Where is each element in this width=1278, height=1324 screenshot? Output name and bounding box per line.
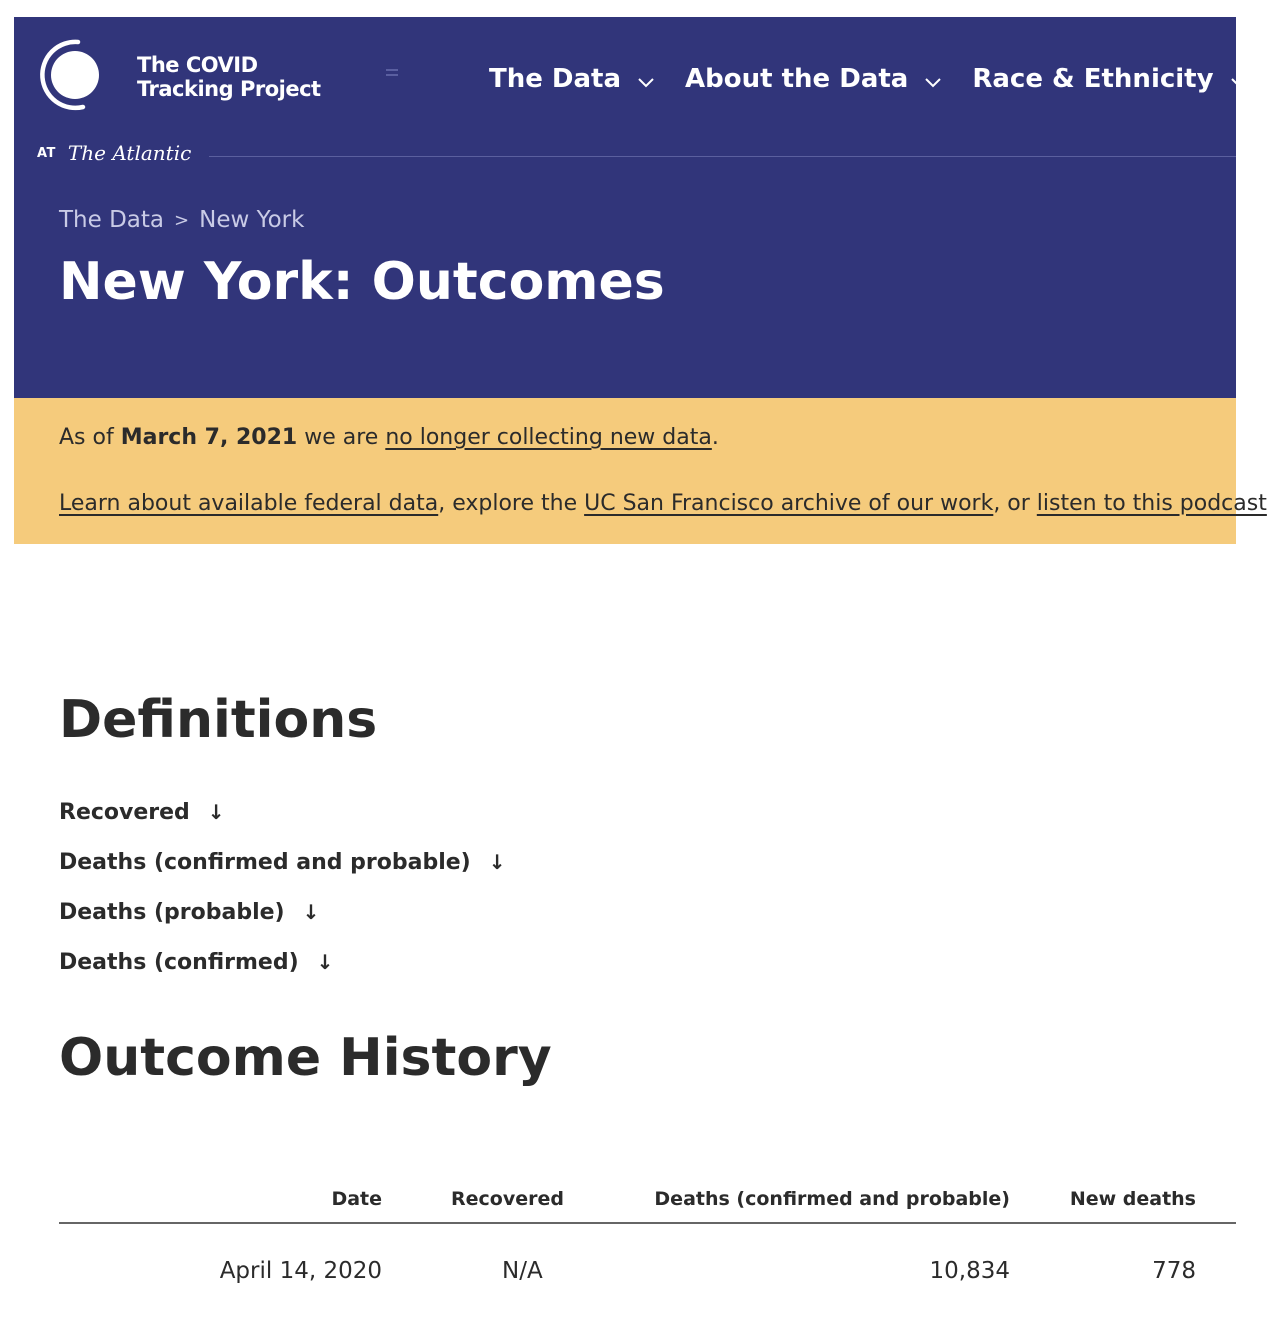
chevron-down-icon <box>637 77 655 89</box>
column-header-deaths: Deaths (confirmed and probable) <box>654 1188 1010 1210</box>
nav-the-data-label: The Data <box>489 64 622 94</box>
nav-about-the-data-label: About the Data <box>685 64 909 94</box>
page-title: New York: Outcomes <box>59 252 665 312</box>
nav-race-ethnicity-label: Race & Ethnicity <box>972 64 1214 94</box>
banner-text-or: , or <box>993 491 1037 516</box>
nav-race-ethnicity[interactable] <box>972 57 1247 101</box>
column-header-date: Date <box>331 1188 382 1210</box>
chevron-down-icon <box>924 77 942 89</box>
podcast-link[interactable]: listen to this podcast <box>1036 491 1267 516</box>
nav-the-data[interactable] <box>489 57 655 101</box>
at-label: AT <box>37 145 56 161</box>
menu-toggle-icon[interactable] <box>386 66 398 90</box>
logo-line-1: The COVID <box>137 53 258 77</box>
logo-line-2: Tracking Project <box>137 77 321 101</box>
covid-tracking-logo-icon <box>39 39 103 115</box>
banner-line-2 <box>59 491 1267 516</box>
site-header <box>14 17 1236 398</box>
definition-deaths-confirmed[interactable] <box>59 950 506 1000</box>
ucsf-archive-link[interactable]: UC San Francisco archive of our work <box>584 491 994 516</box>
cell-date: April 14, 2020 <box>219 1258 382 1284</box>
column-header-recovered: Recovered <box>451 1188 564 1210</box>
outcome-history-table <box>59 1180 1236 1304</box>
definition-label: Deaths (confirmed) <box>59 950 299 975</box>
definition-label: Recovered <box>59 800 190 825</box>
outcome-history-title: Outcome History <box>59 1028 552 1088</box>
site-logo[interactable] <box>39 39 339 115</box>
banner-prefix: As of <box>59 425 121 450</box>
arrow-down-icon: ↓ <box>488 850 506 874</box>
no-longer-collecting-link[interactable]: no longer collecting new data <box>385 425 712 450</box>
breadcrumb-the-data[interactable]: The Data <box>59 207 165 233</box>
atlantic-wordmark: The Atlantic <box>67 141 192 165</box>
definition-recovered[interactable] <box>59 800 506 850</box>
main-nav <box>489 57 1278 101</box>
logo-wordmark <box>137 53 321 101</box>
banner-middle: we are <box>297 425 386 450</box>
arrow-down-icon: ↓ <box>302 900 320 924</box>
atlantic-link[interactable] <box>37 141 191 165</box>
definition-deaths-confirmed-probable[interactable] <box>59 850 506 900</box>
breadcrumb <box>59 207 304 233</box>
banner-date: March 7, 2021 <box>120 425 298 450</box>
arrow-down-icon: ↓ <box>207 800 225 824</box>
definition-deaths-probable[interactable] <box>59 900 506 950</box>
cell-new-deaths: 778 <box>1152 1258 1196 1284</box>
table-row <box>59 1224 1236 1304</box>
cell-recovered: N/A <box>502 1258 543 1284</box>
banner-suffix: . <box>711 425 719 450</box>
definition-label: Deaths (confirmed and probable) <box>59 850 471 875</box>
breadcrumb-separator-icon: > <box>174 209 190 231</box>
chevron-down-icon <box>1230 77 1248 89</box>
arrow-down-icon: ↓ <box>316 950 334 974</box>
notice-banner <box>14 398 1267 544</box>
banner-text-explore: , explore the <box>438 491 585 516</box>
definitions-title: Definitions <box>59 690 378 750</box>
banner-line-1 <box>59 425 719 450</box>
header-divider <box>209 156 1236 157</box>
federal-data-link[interactable]: Learn about available federal data <box>59 491 439 516</box>
table-header-row <box>59 1180 1236 1224</box>
nav-about-the-data[interactable] <box>685 57 942 101</box>
definition-label: Deaths (probable) <box>59 900 285 925</box>
breadcrumb-new-york[interactable]: New York <box>199 207 305 233</box>
column-header-new-deaths: New deaths <box>1069 1188 1196 1210</box>
cell-deaths: 10,834 <box>929 1258 1010 1284</box>
definitions-list <box>59 800 506 1000</box>
